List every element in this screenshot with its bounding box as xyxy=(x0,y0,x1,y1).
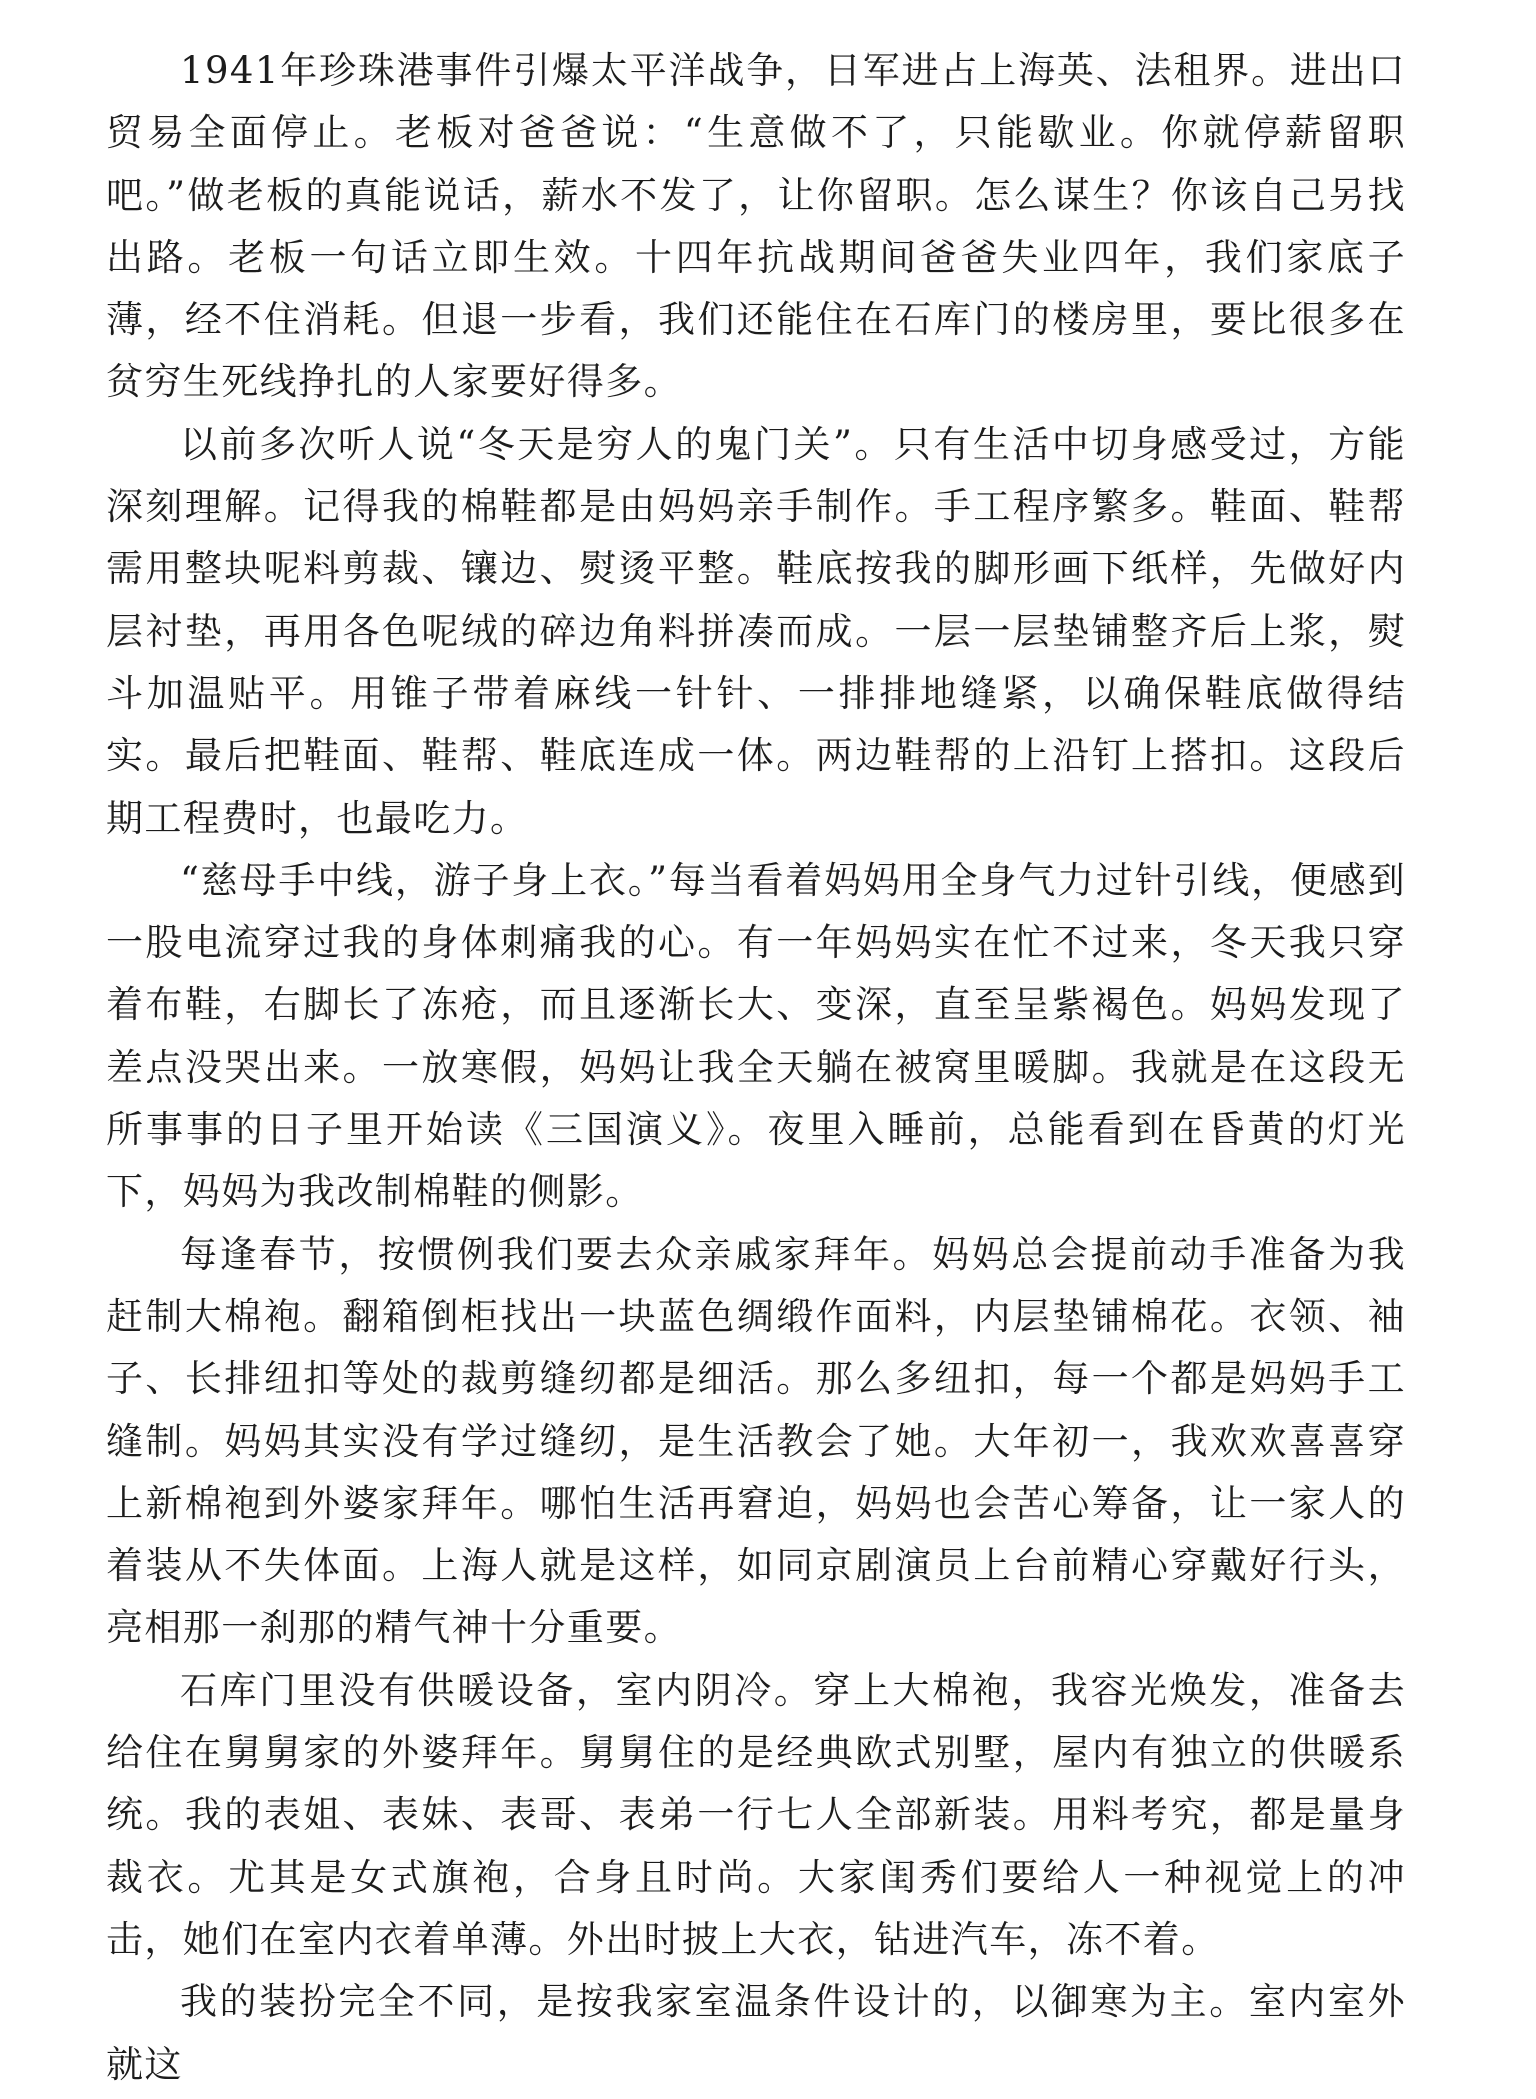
paragraph-5: 石库门里没有供暖设备，室内阴冷。穿上大棉袍，我容光焕发，准备去给住在舅舅家的外婆拜年。舅舅住的是经典欧式别墅，屋内有独立的供暖系统。我的表姐、表妹、表哥、表弟一行七人全部新装。用料考究，都是量身裁衣。尤其是女式旗袍，合身且时尚。大家闺秀们要给人一种视觉上的冲击，她们在室内衣着单薄。外出时披上大衣，钻进汽车，冻不着。 xyxy=(106,1668,1406,1961)
paragraph-1: 1941年珍珠港事件引爆太平洋战争，日军进占上海英、法租界。进出口贸易全面停止。老板对爸爸说：“生意做不了，只能歇业。你就停薪留职吧。”做老板的真能说话，薪水不发了，让你留职。怎么谋生？你该自己另找出路。老板一句话立即生效。十四年抗战期间爸爸失业四年，我们家底子薄，经不住消耗。但退一步看，我们还能住在石库门的楼房里，要比很多在贫穷生死线挣扎的人家要好得多。 xyxy=(106,49,1406,404)
paragraph-6: 我的装扮完全不同，是按我家室温条件设计的，以御寒为主。室内室外就这 xyxy=(106,1980,1406,2086)
paragraph-3: “慈母手中线，游子身上衣。”每当看着妈妈用全身气力过针引线，便感到一股电流穿过我的身体刺痛我的心。有一年妈妈实在忙不过来，冬天我只穿着布鞋，右脚长了冻疮，而且逐渐长大、变深，直至呈紫褐色。妈妈发现了差点没哭出来。一放寒假，妈妈让我全天躺在被窝里暖脚。我就是在这段无所事事的日子里开始读《三国演义》。夜里入睡前，总能看到在昏黄的灯光下，妈妈为我改制棉鞋的侧影。 xyxy=(106,858,1406,1214)
paragraph-2: 以前多次听人说“冬天是穷人的鬼门关”。只有生活中切身感受过，方能深刻理解。记得我的棉鞋都是由妈妈亲手制作。手工程序繁多。鞋面、鞋帮需用整块呢料剪裁、镶边、熨烫平整。鞋底按我的脚形画下纸样，先做好内层衬垫，再用各色呢绒的碎边角料拼凑而成。一层一层垫铺整齐后上浆，熨斗加温贴平。用锥子带着麻线一针针、一排排地缝紧，以确保鞋底做得结实。最后把鞋面、鞋帮、鞋底连成一体。两边鞋帮的上沿钉上搭扣。这段后期工程费时，也最吃力。 xyxy=(106,422,1406,840)
paragraph-4: 每逢春节，按惯例我们要去众亲戚家拜年。妈妈总会提前动手准备为我赶制大棉袍。翻箱倒柜找出一块蓝色绸缎作面料，内层垫铺棉花。衣领、袖子、长排纽扣等处的裁剪缝纫都是细活。那么多纽扣，每一个都是妈妈手工缝制。妈妈其实没有学过缝纫，是生活教会了她。大年初一，我欢欢喜喜穿上新棉袍到外婆家拜年。哪怕生活再窘迫，妈妈也会苦心筹备，让一家人的着装从不失体面。上海人就是这样，如同京剧演员上台前精心穿戴好行头，亮相那一刹那的精气神十分重要。 xyxy=(106,1232,1406,1650)
document-page xyxy=(106,40,1406,2096)
